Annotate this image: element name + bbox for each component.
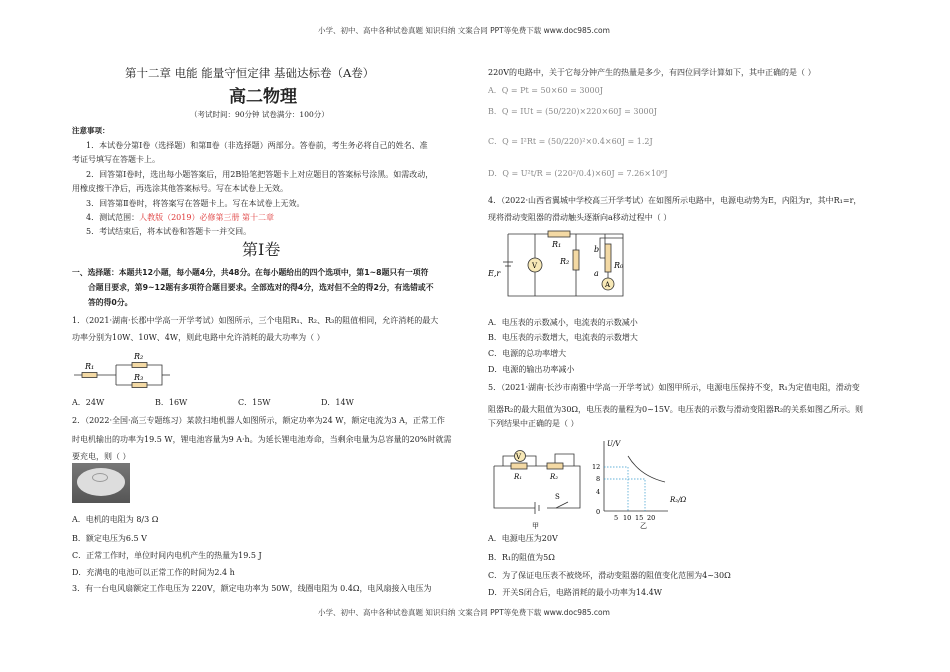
q1-option-b[interactable]: B．16W bbox=[155, 398, 188, 407]
question-1-text: 1．（2021·湖南·长郡中学高一开学考试）如图所示，三个电阻R₁、R₂、R₃的阻值相同，允许消耗的最大 bbox=[72, 316, 439, 325]
question-5-text: 5．（2021·湖南·长沙市南雅中学高一开学考试）如图甲所示，电源电压保持不变，R₁为定值电阻，滑动变 bbox=[488, 383, 860, 392]
q5-option-d[interactable]: D．开关S闭合后，电路消耗的最小功率为14.4W bbox=[488, 588, 662, 597]
section-title: 第Ⅰ卷 bbox=[242, 240, 281, 259]
voltmeter-label: V bbox=[516, 453, 522, 461]
q2-option-d[interactable]: D．充满电的电池可以正常工作的时间为2.4 h bbox=[72, 568, 235, 577]
note-line: 5．考试结束后，将本试卷和答题卡一并交回。 bbox=[86, 227, 252, 236]
question-4-text: 4．（2022·山西省翼城中学校高三开学考试）在如图所示电路中，电源电动势为E，内阻为r，其中R₁=r， bbox=[488, 196, 862, 205]
note-line: 考证号填写在答题卡上。 bbox=[72, 155, 160, 164]
y-tick: 12 bbox=[592, 463, 601, 471]
question-4-text: 现将滑动变阻器的滑动触头逐渐向a移动过程中（ ） bbox=[488, 213, 672, 222]
q2-option-c[interactable]: C．正常工作时，单位时间内电机产生的热量为19.5 J bbox=[72, 551, 262, 560]
y-tick: 4 bbox=[596, 488, 601, 496]
question-1-text: 功率分别为10W、10W、4W，则此电路中允许消耗的最大功率为（ ） bbox=[72, 333, 325, 342]
note-line: 3．回答第Ⅱ卷时，将答案写在答题卡上。写在本试卷上无效。 bbox=[86, 199, 305, 208]
q4-option-d[interactable]: D．电源的输出功率减小 bbox=[488, 365, 575, 374]
r1-label: R₁ bbox=[85, 362, 95, 371]
ammeter-label: A bbox=[605, 281, 611, 289]
question-2-text: 2．（2022·全国·高三专题练习）某款扫地机器人如图所示，额定功率为24 W，额定电流为3 A，正常工作 bbox=[72, 416, 445, 425]
q1-option-c[interactable]: C．15W bbox=[238, 398, 271, 407]
q5-figures bbox=[490, 436, 700, 531]
r3-label: R₃ bbox=[134, 373, 144, 382]
note-line: 1．本试卷分第Ⅰ卷（选择题）和第Ⅱ卷（非选择题）两部分。答卷前，考生务必将自己的姓名、准 bbox=[86, 141, 428, 150]
voltmeter-label: V bbox=[532, 262, 538, 270]
subject-title: 高二物理 bbox=[229, 87, 297, 107]
r1-label: R₁ bbox=[552, 240, 562, 249]
r2-label: R₂ bbox=[134, 352, 144, 361]
q1-option-a[interactable]: A．24W bbox=[72, 398, 105, 407]
note-line: 2．回答第Ⅰ卷时，选出每小题答案后，用2B铅笔把答题卡上对应题目的答案标号涂黑。如需改动， bbox=[86, 170, 434, 179]
section-intro: 答的得0分。 bbox=[88, 298, 133, 307]
r2-label: R₂ bbox=[560, 257, 570, 266]
terminal-a-label: a bbox=[594, 269, 599, 278]
x-axis-label: R₂/Ω bbox=[670, 496, 687, 504]
note-line bbox=[86, 213, 274, 223]
question-3-text: 220V的电路中，关于它每分钟产生的热量是多少，有四位同学计算如下，其中正确的是（ ） bbox=[488, 68, 816, 77]
exam-info: （考试时间：90分钟 试卷满分：100分） bbox=[190, 110, 329, 119]
q1-option-d[interactable]: D．14W bbox=[321, 398, 354, 407]
q4-option-a[interactable]: A．电压表的示数减小，电流表的示数减小 bbox=[488, 318, 638, 327]
switch-label: S bbox=[555, 493, 560, 501]
robot-vacuum-image bbox=[72, 463, 130, 503]
q3-option-d[interactable]: D．Q = U²t/R = (220²/0.4)×60J = 7.26×10⁶J bbox=[488, 169, 668, 178]
q5-option-b[interactable]: B．R₁的阻值为5Ω bbox=[488, 553, 555, 562]
q4-option-c[interactable]: C．电源的总功率增大 bbox=[488, 349, 567, 358]
x-tick: 15 bbox=[635, 514, 644, 522]
note-line: 用橡皮擦干净后，再选涂其他答案标号。写在本试卷上无效。 bbox=[72, 184, 288, 193]
section-intro: 合题目要求，第9~12题有多项符合题目要求。全部选对的得4分，选对但不全的得2分，有选错或不 bbox=[88, 283, 434, 292]
test-scope: 人教版（2019）必修第三册 第十二章 bbox=[139, 213, 274, 222]
x-tick: 5 bbox=[614, 514, 619, 522]
terminal-b-label: b bbox=[594, 245, 600, 254]
r0-label: R₀ bbox=[614, 261, 624, 270]
figure-yi-label: 乙 bbox=[640, 522, 647, 530]
figure-jia-label: 甲 bbox=[532, 522, 539, 530]
note-label: 4．测试范围： bbox=[86, 213, 140, 222]
question-2-text: 时电机输出的功率为19.5 W，锂电池容量为9 A·h。为延长锂电池寿命，当剩余电量为总容量的20%时就需 bbox=[72, 435, 452, 444]
q3-option-b[interactable]: B．Q = IUt = (50/220)×220×60J = 3000J bbox=[488, 107, 657, 116]
question-3-text: 3．有一台电风扇额定工作电压为 220V，额定电功率为 50W，线圈电阻为 0.4Ω，电风扇接入电压为 bbox=[72, 584, 432, 593]
r2-label: R₂ bbox=[550, 473, 559, 481]
y-tick: 8 bbox=[596, 475, 601, 483]
x-tick: 10 bbox=[623, 514, 632, 522]
q4-option-b[interactable]: B．电压表的示数增大，电流表的示数增大 bbox=[488, 333, 638, 342]
x-tick: 20 bbox=[647, 514, 656, 522]
q1-circuit-diagram bbox=[72, 348, 172, 392]
page-header: 小学、初中、高中各种试卷真题 知识归纳 文案合同 PPT等免费下载 www.doc985.com bbox=[318, 26, 610, 35]
q5-option-a[interactable]: A．电源电压为20V bbox=[488, 534, 558, 543]
q2-option-b[interactable]: B．额定电压为6.5 V bbox=[72, 534, 147, 543]
q3-option-c[interactable]: C．Q = I²Rt = (50/220)²×0.4×60J = 1.2J bbox=[488, 137, 653, 146]
q2-option-a[interactable]: A．电机的电阻为 8/3 Ω bbox=[72, 515, 159, 524]
page-footer: 小学、初中、高中各种试卷真题 知识归纳 文案合同 PPT等免费下载 www.doc985.com bbox=[318, 608, 610, 617]
q4-circuit-diagram bbox=[488, 228, 638, 300]
section-intro: 一、选择题：本题共12小题，每小题4分，共48分。在每小题给出的四个选项中，第1~8题只有一项符 bbox=[72, 268, 429, 277]
q5-option-c[interactable]: C．为了保证电压表不被烧坏，滑动变阻器的阻值变化范围为4~30Ω bbox=[488, 571, 731, 580]
notes-title: 注意事项： bbox=[72, 126, 110, 135]
question-2-text: 要充电，则（ ） bbox=[72, 452, 131, 461]
r1-label: R₁ bbox=[514, 473, 523, 481]
question-5-text: 阻器R₂的最大阻值为30Ω，电压表的量程为0~15V。电压表的示数与滑动变阻器R₂的关系如图乙所示。则 bbox=[488, 405, 864, 414]
q3-option-a[interactable]: A．Q = Pt = 50×60 = 3000J bbox=[488, 86, 603, 95]
y-axis-label: U/V bbox=[607, 440, 621, 448]
source-label: E,r bbox=[488, 269, 501, 278]
exam-title: 第十二章 电能 能量守恒定律 基础达标卷（A卷） bbox=[125, 66, 375, 80]
question-5-text: 下列结果中正确的是（ ） bbox=[488, 419, 579, 428]
y-tick: 0 bbox=[596, 508, 601, 516]
